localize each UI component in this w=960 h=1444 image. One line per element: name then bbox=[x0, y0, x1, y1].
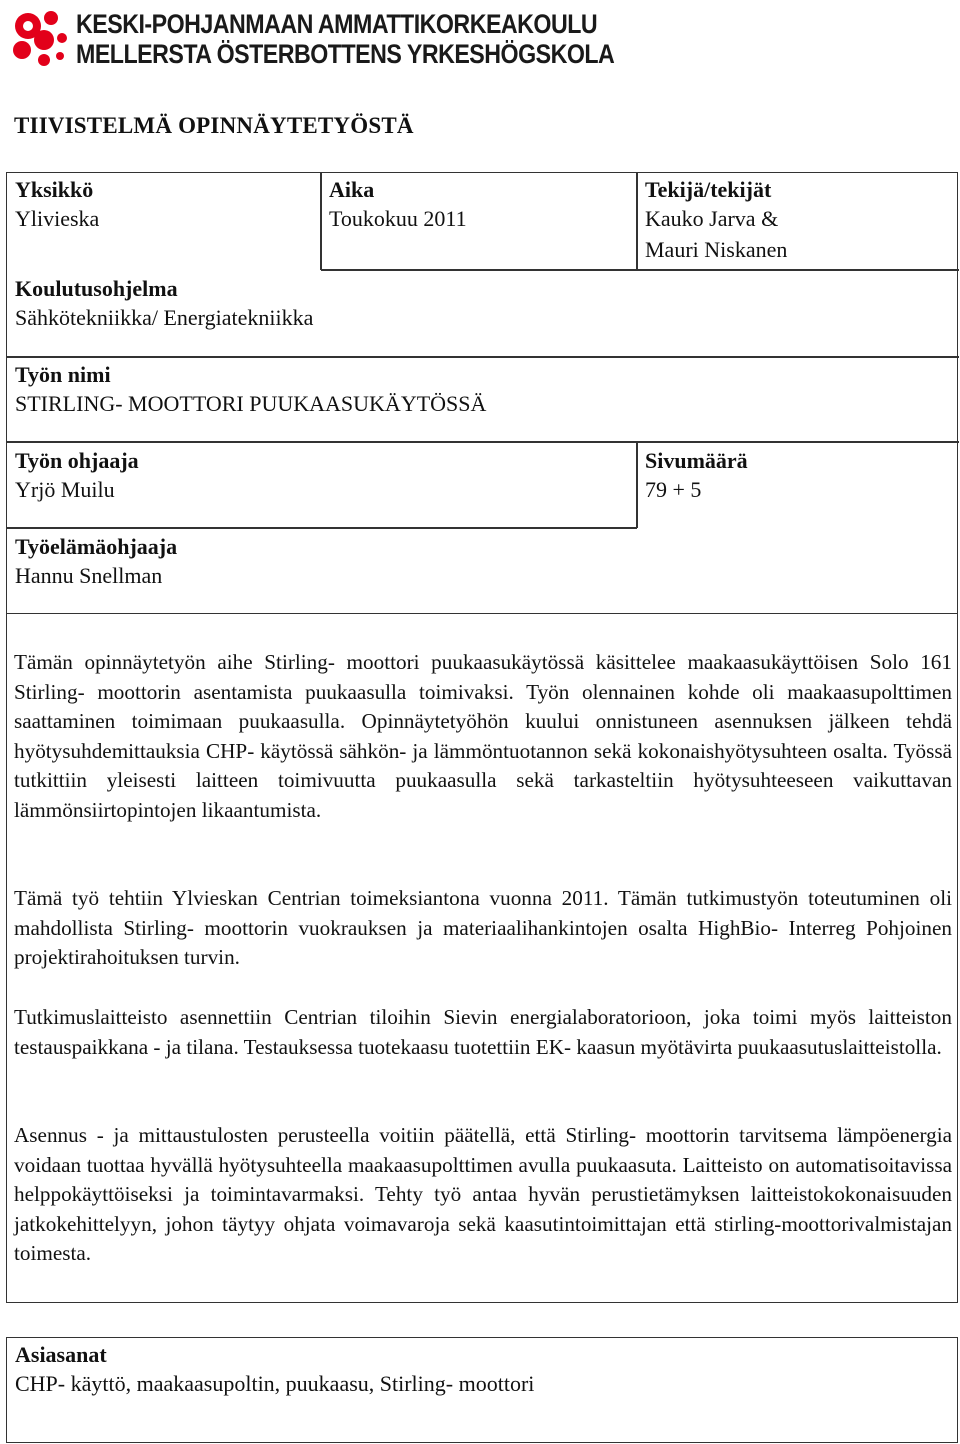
divider bbox=[7, 356, 959, 358]
divider bbox=[7, 527, 637, 529]
authors-line1: Kauko Jarva & bbox=[645, 206, 779, 231]
school-logo-icon bbox=[8, 6, 70, 68]
time-label: Aika bbox=[329, 177, 375, 202]
divider bbox=[636, 441, 638, 528]
document-title: TIIVISTELMÄ OPINNÄYTETYÖSTÄ bbox=[14, 113, 414, 138]
supervisor-label: Työn ohjaaja bbox=[15, 448, 139, 473]
school-name-fi: KESKI-POHJANMAAN AMMATTIKORKEAKOULU bbox=[76, 9, 598, 39]
pages-label: Sivumäärä bbox=[645, 448, 748, 473]
time-value: Toukokuu 2011 bbox=[329, 206, 467, 231]
supervisor-value: Yrjö Muilu bbox=[15, 477, 115, 502]
info-table bbox=[6, 172, 958, 614]
keywords-box bbox=[6, 1337, 958, 1443]
abstract-paragraph-2: Tämä työ tehtiin Ylvieskan Centrian toimeksiantona vuonna 2011. Tämän tutkimustyön toteutuminen oli mahdollista Stirling- moottorin vuokrauksen ja materiaalihankintojen osalta HighBio- Interreg Pohjoinen projektirahoituksen turvin. bbox=[14, 886, 952, 969]
abstract-paragraph-3: Tutkimuslaitteisto asennettiin Centrian tiloihin Sievin energialaboratorioon, joka toimi myös laitteiston testauspaikkana - ja tilana. Testauksessa tuotekaasu tuotettiin EK- kaasun myötävirta puukaasutuslaitteistolla. bbox=[14, 1005, 952, 1059]
keywords-value: CHP- käyttö, maakaasupoltin, puukaasu, Stirling- moottori bbox=[15, 1371, 535, 1396]
keywords-label: Asiasanat bbox=[15, 1342, 107, 1367]
school-name bbox=[76, 9, 614, 69]
unit-cell bbox=[15, 175, 99, 233]
work-name-label: Työn nimi bbox=[15, 362, 111, 387]
pages-value: 79 + 5 bbox=[645, 477, 702, 502]
work-name-cell bbox=[15, 360, 486, 418]
abstract-paragraph-1: Tämän opinnäytetyön aihe Stirling- moottori puukaasukäytössä käsittelee maakaasukäyttöisen Solo 161 Stirling- moottorin asentamista puukaasulla toimivaksi. Työn olennainen kohde oli maakaasupolttimen saattaminen toimimaan puukaasulla. Opinnäytetyöhön kuului onnistuneen asennuksen jälkeen tehdä hyötysuhdemittauksia CHP- käytössä sähkön- ja lämmöntuotannon sekä kokonaishyötysuhteen osalta. Työssä tutkittiin yleisesti laitteen toimivuutta puukaasulla sekä tarkasteltiin hyötysuhteeseen vaikuttavan lämmönsiirtopintojen likaantumista. bbox=[14, 650, 952, 822]
pages-cell bbox=[645, 446, 748, 504]
divider bbox=[636, 173, 638, 270]
work-supervisor-label: Työelämäohjaaja bbox=[15, 534, 178, 559]
divider bbox=[637, 269, 959, 271]
divider bbox=[320, 173, 322, 270]
authors-line2: Mauri Niskanen bbox=[645, 237, 788, 262]
work-supervisor-value: Hannu Snellman bbox=[15, 563, 163, 588]
time-cell bbox=[329, 175, 467, 233]
program-label: Koulutusohjelma bbox=[15, 276, 178, 301]
program-cell bbox=[15, 274, 313, 332]
work-supervisor-cell bbox=[15, 532, 177, 590]
unit-label: Yksikkö bbox=[15, 177, 94, 202]
authors-label: Tekijä/tekijät bbox=[645, 177, 772, 202]
divider bbox=[321, 269, 643, 271]
abstract-paragraph-4: Asennus - ja mittaustulosten perusteella voitiin päätellä, että Stirling- moottorin tarvitsema lämpöenergia voidaan tuottaa hyvällä hyötysuhteella maakaasupolttimen avulla puukaasuta. Laitteisto on automatisoitavissa helppokäyttöiseksi ja toimintavarmaksi. Tehty työ antaa hyvän perustietämyksen laitteistokokonaisuuden jatkokehittelyyn, johon täytyy ohjata voimavaroja sekä kaasutintoimittajan että stirling-moottorivalmistajan toimesta. bbox=[14, 1123, 952, 1265]
supervisor-cell bbox=[15, 446, 139, 504]
school-name-sv: MELLERSTA ÖSTERBOTTENS YRKESHÖGSKOLA bbox=[76, 39, 615, 69]
divider bbox=[7, 441, 959, 443]
program-value: Sähkötekniikka/ Energiatekniikka bbox=[15, 305, 314, 330]
unit-value: Ylivieska bbox=[15, 206, 100, 231]
authors-cell bbox=[645, 175, 787, 266]
work-name-value: STIRLING- MOOTTORI PUUKAASUKÄYTÖSSÄ bbox=[15, 391, 487, 416]
